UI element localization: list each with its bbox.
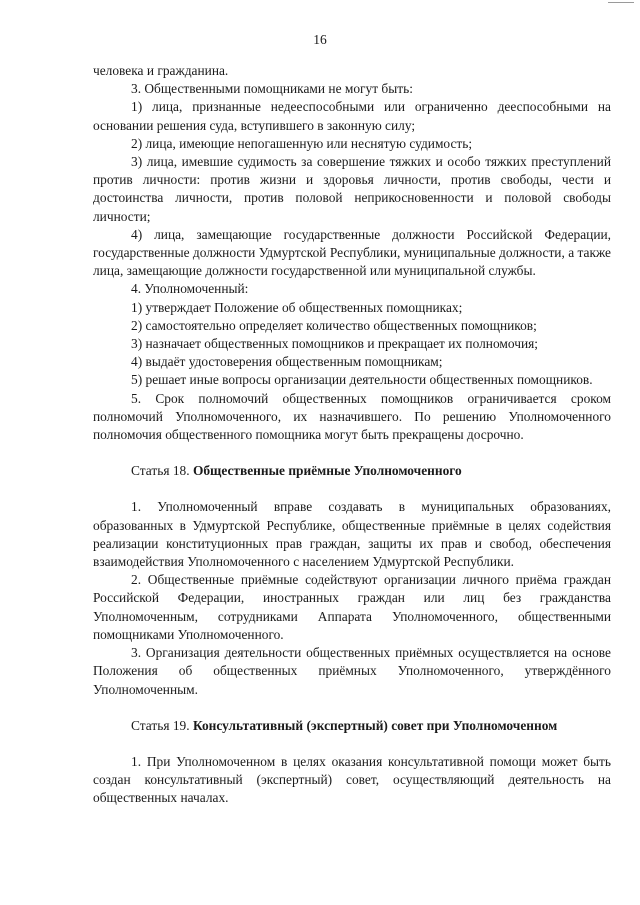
paragraph: 5) решает иные вопросы организации деятельности общественных помощников. bbox=[131, 372, 593, 388]
article-heading bbox=[93, 462, 611, 480]
paragraph: 1) утверждает Положение об общественных помощниках; bbox=[131, 299, 463, 315]
document-body bbox=[93, 62, 611, 808]
paragraph: человека и гражданина. bbox=[93, 63, 229, 78]
article-title: Консультативный (экспертный) совет при Уполномоченном bbox=[192, 717, 558, 733]
paragraph: 1) лица, признанные недееспособными или ограниченно дееспособными на основании решения суда, вступившего в законную силу; bbox=[93, 99, 611, 133]
paragraph: 2. Общественные приёмные содействуют организации личного приёма граждан Российской Федерации, иностранных граждан или лиц без гражданства Уполномоченным, сотрудниками Аппарата Уполномоченного, общественными помощниками Уполномоченного. bbox=[93, 572, 611, 642]
spacer bbox=[93, 735, 611, 753]
paragraph: 3) назначает общественных помощников и прекращает их полномочия; bbox=[131, 336, 539, 352]
paragraph: 2) лица, имеющие непогашенную или неснятую судимость; bbox=[131, 135, 473, 151]
paragraph: 4. Уполномоченный: bbox=[131, 281, 249, 297]
paragraph: 2) самостоятельно определяет количество общественных помощников; bbox=[131, 317, 537, 333]
paragraph: 1. Уполномоченный вправе создавать в муниципальных образованиях, образованных в Удмуртской Республике, общественные приёмные в целях содействия реализации конституционных прав граждан, защиты их прав и свобод, обеспечения взаимодействия Уполномоченного с населением Удмуртской Республики. bbox=[93, 499, 611, 570]
page-number: 16 bbox=[313, 32, 327, 47]
paragraph: 4) выдаёт удостоверения общественным помощникам; bbox=[131, 354, 443, 370]
paragraph: 3. Общественными помощниками не могут быть: bbox=[131, 81, 413, 97]
paragraph: 4) лица, замещающие государственные должности Российской Федерации, государственные должности Удмуртской Республики, муниципальные должности, а также лица, замещающие должности государственной или муниципальной службы. bbox=[93, 226, 611, 279]
spacer bbox=[93, 444, 611, 462]
spacer bbox=[93, 699, 611, 717]
paragraph: 1. При Уполномоченном в целях оказания консультативной помощи может быть создан консультативный (экспертный) совет, осуществляющий деятельность на общественных началах. bbox=[93, 753, 611, 806]
paragraph: 3) лица, имевшие судимость за совершение тяжких и особо тяжких преступлений против личности: против жизни и здоровья личности, против свободы, чести и достоинства личности, против половой неприкосновенности и половой свободы личности; bbox=[93, 154, 611, 224]
article-heading bbox=[93, 717, 611, 735]
article-title: Общественные приёмные Уполномоченного bbox=[192, 463, 462, 479]
corner-mark bbox=[608, 2, 634, 3]
paragraph: 5. Срок полномочий общественных помощников ограничивается сроком полномочий Уполномоченного, их назначившего. По решению Уполномоченного полномочия общественного помощника могут быть прекращены досрочно. bbox=[93, 390, 611, 443]
article-label: Статья 18. bbox=[131, 463, 190, 479]
article-label: Статья 19. bbox=[131, 717, 190, 733]
spacer bbox=[93, 480, 611, 498]
paragraph: 3. Организация деятельности общественных приёмных осуществляется на основе Положения об общественных приёмных Уполномоченного, утверждённого Уполномоченным. bbox=[93, 645, 611, 697]
